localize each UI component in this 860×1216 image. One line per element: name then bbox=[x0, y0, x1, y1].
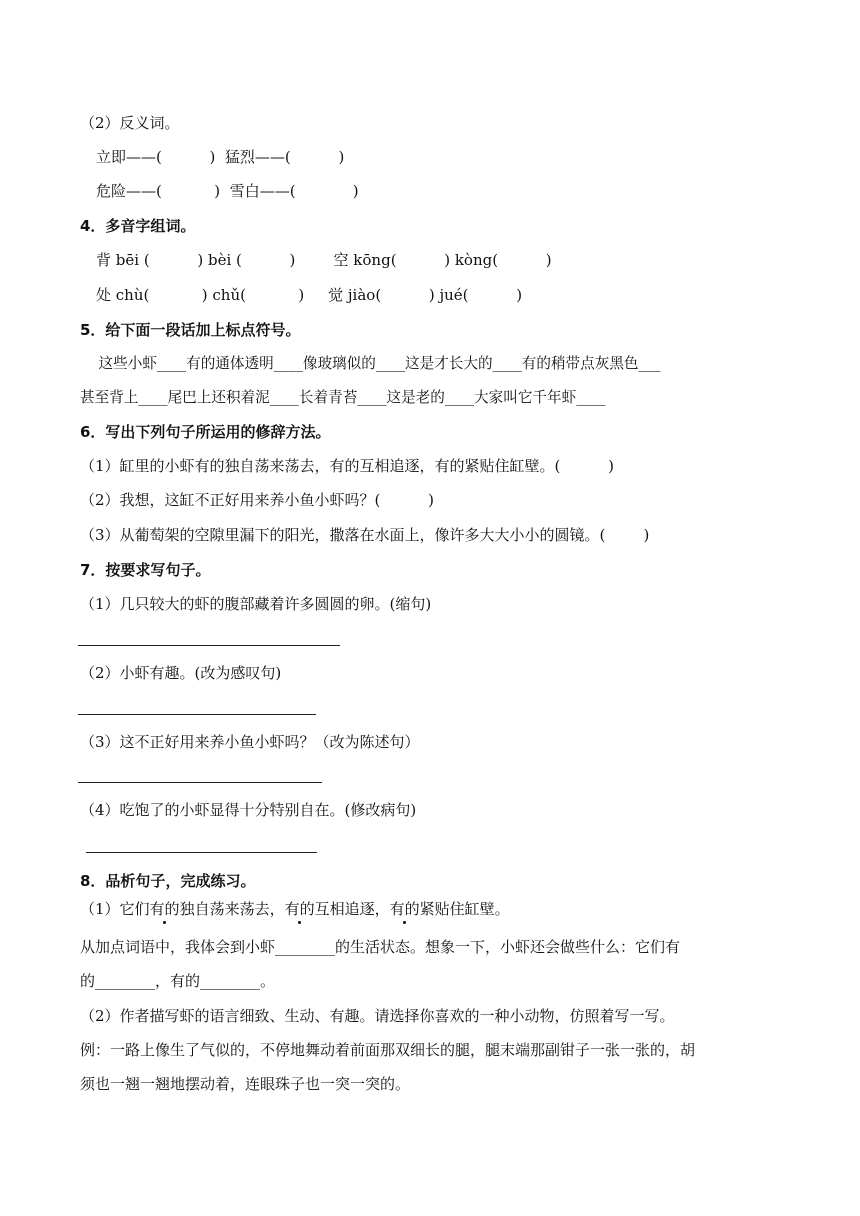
polyphone-row-1: 背 bēi ( ) bèi ( ) 空 kōng( ) kòng( ) bbox=[96, 251, 552, 269]
answer-line-1[interactable] bbox=[78, 645, 340, 646]
punctuation-passage-line-1: 这些小虾____有的通体透明____像玻璃似的____这是才长大的____有的稍带点灰黑色___ bbox=[80, 355, 661, 372]
example-line-1: 例：一路上像生了气似的，不停地舞动着前面那双细长的腿，腿末端那副钳子一张一张的，胡 bbox=[80, 1041, 696, 1059]
antonym-subheading: （2）反义词。 bbox=[80, 114, 180, 132]
sentence-mid-2: 互相追逐， bbox=[314, 900, 390, 918]
analysis-sentence-1 bbox=[80, 899, 510, 919]
rewrite-prompt-4: （4）吃饱了的小虾显得十分特别自在。(修改病句) bbox=[80, 801, 417, 819]
question-7-title: 7．按要求写句子。 bbox=[80, 561, 211, 579]
question-4-title: 4．多音字组词。 bbox=[80, 217, 196, 235]
analysis-prompt-line-2: 的________，有的________。 bbox=[80, 972, 276, 990]
polyphone-row-2: 处 chù( ) chǔ( ) 觉 jiào( ) jué( ) bbox=[96, 286, 523, 304]
rewrite-prompt-3: （3）这不正好用来养小鱼小虾吗？（改为陈述句） bbox=[80, 733, 420, 751]
rewrite-prompt-2: （2）小虾有趣。(改为感叹句) bbox=[80, 664, 282, 682]
example-line-2: 须也一翘一翘地摆动着，连眼珠子也一突一突的。 bbox=[80, 1075, 411, 1093]
answer-line-3[interactable] bbox=[78, 782, 322, 783]
answer-line-2[interactable] bbox=[78, 714, 316, 715]
emphasized-word-3: 有的 bbox=[389, 900, 420, 918]
answer-line-4[interactable] bbox=[86, 852, 317, 853]
question-6-title: 6．写出下列句子所运用的修辞方法。 bbox=[80, 423, 331, 441]
rhetoric-sentence-3: （3）从葡萄架的空隙里漏下的阳光，撒落在水面上，像许多大大小小的圆镜。( ) bbox=[80, 526, 650, 544]
sentence-mid-1: 独自荡来荡去， bbox=[179, 900, 285, 918]
sentence-suffix: 紧贴住缸壁。 bbox=[419, 900, 510, 918]
rhetoric-sentence-2: （2）我想，这缸不正好用来养小鱼小虾吗？( ) bbox=[80, 491, 434, 509]
emphasized-word-1: 有的 bbox=[149, 900, 180, 918]
question-8-title: 8．品析句子，完成练习。 bbox=[80, 872, 256, 890]
sentence-prefix: （1）它们 bbox=[80, 900, 150, 918]
antonym-row-1: 立即——( ) 猛烈——( ) bbox=[96, 148, 345, 166]
rewrite-prompt-1: （1）几只较大的虾的腹部藏着许多圆圆的卵。(缩句) bbox=[80, 595, 432, 613]
question-5-title: 5．给下面一段话加上标点符号。 bbox=[80, 321, 301, 339]
rhetoric-sentence-1: （1）缸里的小虾有的独自荡来荡去，有的互相追逐，有的紧贴住缸壁。( ) bbox=[80, 457, 614, 475]
antonym-row-2: 危险——( ) 雪白——( ) bbox=[96, 182, 359, 200]
punctuation-passage-line-2: 甚至背上____尾巴上还积着泥____长着青苔____这是老的____大家叫它千年虾____ bbox=[80, 389, 606, 406]
imitation-prompt: （2）作者描写虾的语言细致、生动、有趣。请选择你喜欢的一种小动物，仿照着写一写。 bbox=[80, 1007, 675, 1025]
emphasized-word-2: 有的 bbox=[284, 900, 315, 918]
analysis-prompt-line-1: 从加点词语中，我体会到小虾________的生活状态。想象一下，小虾还会做些什么：它们有 bbox=[80, 938, 681, 956]
